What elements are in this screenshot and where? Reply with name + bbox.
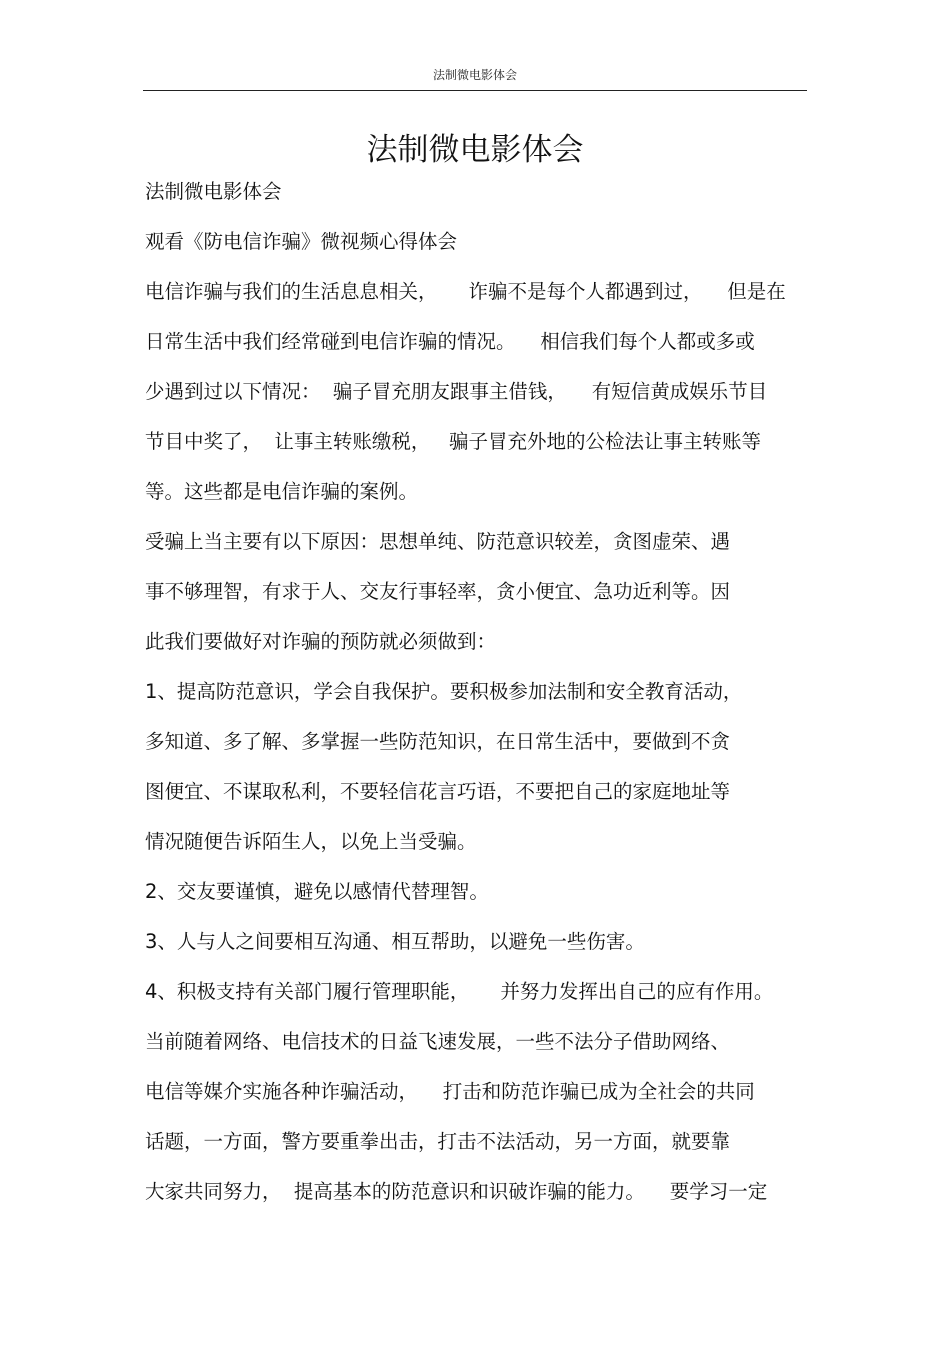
body-line: 观看《防电信诈骗》微视频心得体会 bbox=[145, 230, 458, 253]
body-line: 节目中奖了， 让事主转账缴税， 骗子冒充外地的公检法让事主转账等 bbox=[145, 430, 761, 453]
document-title: 法制微电影体会 bbox=[366, 132, 584, 168]
body-line: 图便宜、不谋取私利，不要轻信花言巧语，不要把自己的家庭地址等 bbox=[145, 780, 731, 803]
body-line: 受骗上当主要有以下原因：思想单纯、防范意识较差，贪图虚荣、遇 bbox=[145, 530, 731, 553]
body-line: 1、提高防范意识，学会自我保护。要积极参加法制和安全教育活动， bbox=[145, 680, 743, 703]
body-line: 电信等媒介实施各种诈骗活动， 打击和防范诈骗已成为全社会的共同 bbox=[145, 1080, 755, 1103]
body-line: 大家共同努力， 提高基本的防范意识和识破诈骗的能力。 要学习一定 bbox=[145, 1180, 768, 1203]
document-body bbox=[145, 175, 815, 1225]
body-line: 2、交友要谨慎，避免以感情代替理智。 bbox=[145, 880, 489, 903]
body-line: 情况随便告诉陌生人，以免上当受骗。 bbox=[145, 830, 477, 853]
body-line: 等。这些都是电信诈骗的案例。 bbox=[145, 480, 419, 503]
body-line: 少遇到过以下情况： 骗子冒充朋友跟事主借钱， 有短信黄成娱乐节目 bbox=[145, 380, 768, 403]
body-line: 话题，一方面，警方要重拳出击，打击不法活动，另一方面，就要靠 bbox=[145, 1130, 731, 1153]
header-rule bbox=[143, 90, 807, 91]
running-header: 法制微电影体会 bbox=[432, 68, 517, 82]
body-line: 3、人与人之间要相互沟通、相互帮助，以避免一些伤害。 bbox=[145, 930, 645, 953]
body-line: 电信诈骗与我们的生活息息相关， 诈骗不是每个人都遇到过， 但是在 bbox=[145, 280, 786, 303]
body-line: 4、积极支持有关部门履行管理职能， 并努力发挥出自己的应有作用。 bbox=[145, 980, 774, 1003]
body-line: 法制微电影体会 bbox=[145, 180, 282, 203]
body-line: 当前随着网络、电信技术的日益飞速发展，一些不法分子借助网络、 bbox=[145, 1030, 731, 1053]
body-line: 多知道、多了解、多掌握一些防范知识，在日常生活中，要做到不贪 bbox=[145, 730, 731, 753]
body-line: 此我们要做好对诈骗的预防就必须做到： bbox=[145, 630, 497, 653]
body-line: 事不够理智，有求于人、交友行事轻率，贪小便宜、急功近利等。因 bbox=[145, 580, 731, 603]
body-line: 日常生活中我们经常碰到电信诈骗的情况。 相信我们每个人都或多或 bbox=[145, 330, 755, 353]
